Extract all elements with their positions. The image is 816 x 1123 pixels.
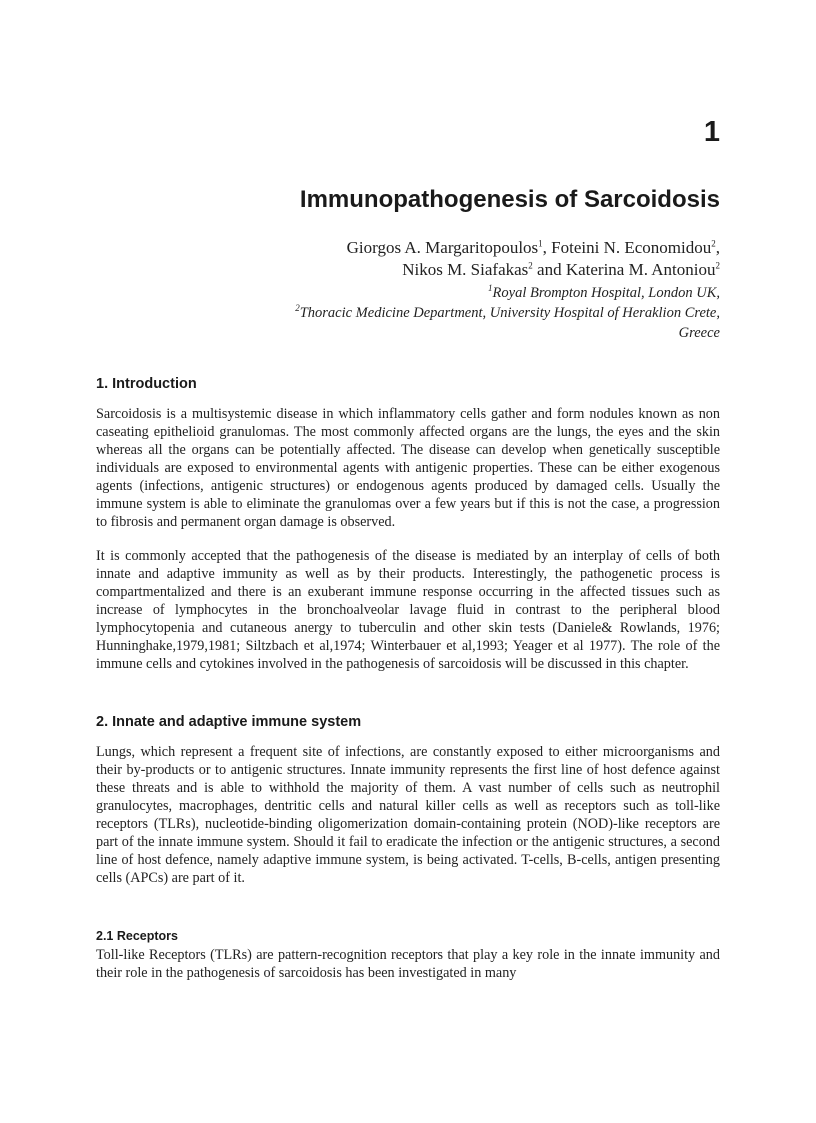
section-heading-innate-adaptive: 2. Innate and adaptive immune system: [96, 714, 362, 730]
author-separator: ,: [715, 238, 720, 257]
author-name: Nikos M. Siafakas: [402, 260, 529, 279]
paragraph-introduction-1: Sarcoidosis is a multisystemic disease in which inflammatory cells gather and form nodules known as non caseating epithelioid granulomas. The most commonly affected organs are the lungs, the eyes and the skin whereas all the organs can be potentially affected. The disease can develop when genetically susceptible individuals are exposed to environmental agents with antigenic properties. These can be either exogenous agents (infections, antigenic structures) or endogenous agents produced by damaged cells. Usually the immune system is able to eliminate the granulomas over a few years but if this is not the case, a progression to fibrosis and permanent organ damage is observed.: [96, 406, 720, 530]
affiliation-text: Royal Brompton Hospital, London UK,: [492, 285, 720, 301]
author-affiliation-mark: 2: [528, 260, 533, 271]
author-affiliation-mark: 1: [538, 238, 543, 249]
author-name: , Foteini N. Economidou: [542, 238, 712, 257]
author-affiliation-mark: 2: [711, 238, 716, 249]
paragraph-innate-1: Lungs, which represent a frequent site of infections, are constantly exposed to either microorganisms and their by-products or to antigenic structures. Innate immunity represents the first line of host defence against these threats and is able to withhold the majority of them. A vast number of cells such as neutrophil granulocytes, macrophages, dentritic cells and natural killer cells as well as receptors such as toll-like receptors (TLRs), nucleotide-binding oligomerization domain-containing protein (NOD)-like receptors are part of the innate immune system. Should it fail to eradicate the infection or the antigenic structures, a second line of host defence, namely adaptive immune system, is being activated. T-cells, B-cells, antigen presenting cells (APCs) are part of it.: [96, 744, 720, 886]
author-line-1: [96, 237, 720, 259]
affiliation-text: Thoracic Medicine Department, University Hospital of Heraklion Crete,: [299, 305, 720, 321]
affiliation-1: [96, 283, 720, 303]
section-heading-introduction: 1. Introduction: [96, 376, 197, 392]
author-affiliation-mark: 2: [715, 260, 720, 271]
affiliation-mark: 1: [488, 283, 493, 294]
chapter-title: Immunopathogenesis of Sarcoidosis: [299, 186, 720, 213]
affiliation-2: [96, 303, 720, 323]
author-list: [96, 237, 720, 281]
paragraph-introduction-2: It is commonly accepted that the pathogenesis of the disease is mediated by an interplay of cells of both innate and adaptive immunity as well as by their products. Interestingly, the pathogenetic process is compartmentalized and there is an exuberant immune response occurring in the affected tissues such as increase of lymphocytes in the bronchoalveolar lavage fluid in contrast to the peripheral blood lymphocytopenia and cutaneous anergy to tuberculin and other skin tests (Daniele& Rowlands, 1976; Hunninghake,1979,1981; Siltzbach et al,1974; Winterbauer et al,1993; Yeager et al 1977). The role of the immune cells and cytokines involved in the pathogenesis of sarcoidosis will be discussed in this chapter.: [96, 548, 720, 672]
subsection-heading-receptors: 2.1 Receptors: [96, 929, 178, 943]
paragraph-receptors-1: Toll-like Receptors (TLRs) are pattern-recognition receptors that play a key role in the innate immunity and their role in the pathogenesis of sarcoidosis has been investigated in many: [96, 947, 720, 981]
author-line-2: [96, 259, 720, 281]
author-name: and Katerina M. Antoniou: [532, 260, 716, 279]
chapter-number: 1: [703, 116, 720, 148]
affiliation-2-continued: Greece: [678, 325, 720, 341]
affiliation-list: [96, 283, 720, 343]
author-name: Giorgos A. Margaritopoulos: [346, 238, 539, 257]
affiliation-mark: 2: [295, 303, 300, 314]
